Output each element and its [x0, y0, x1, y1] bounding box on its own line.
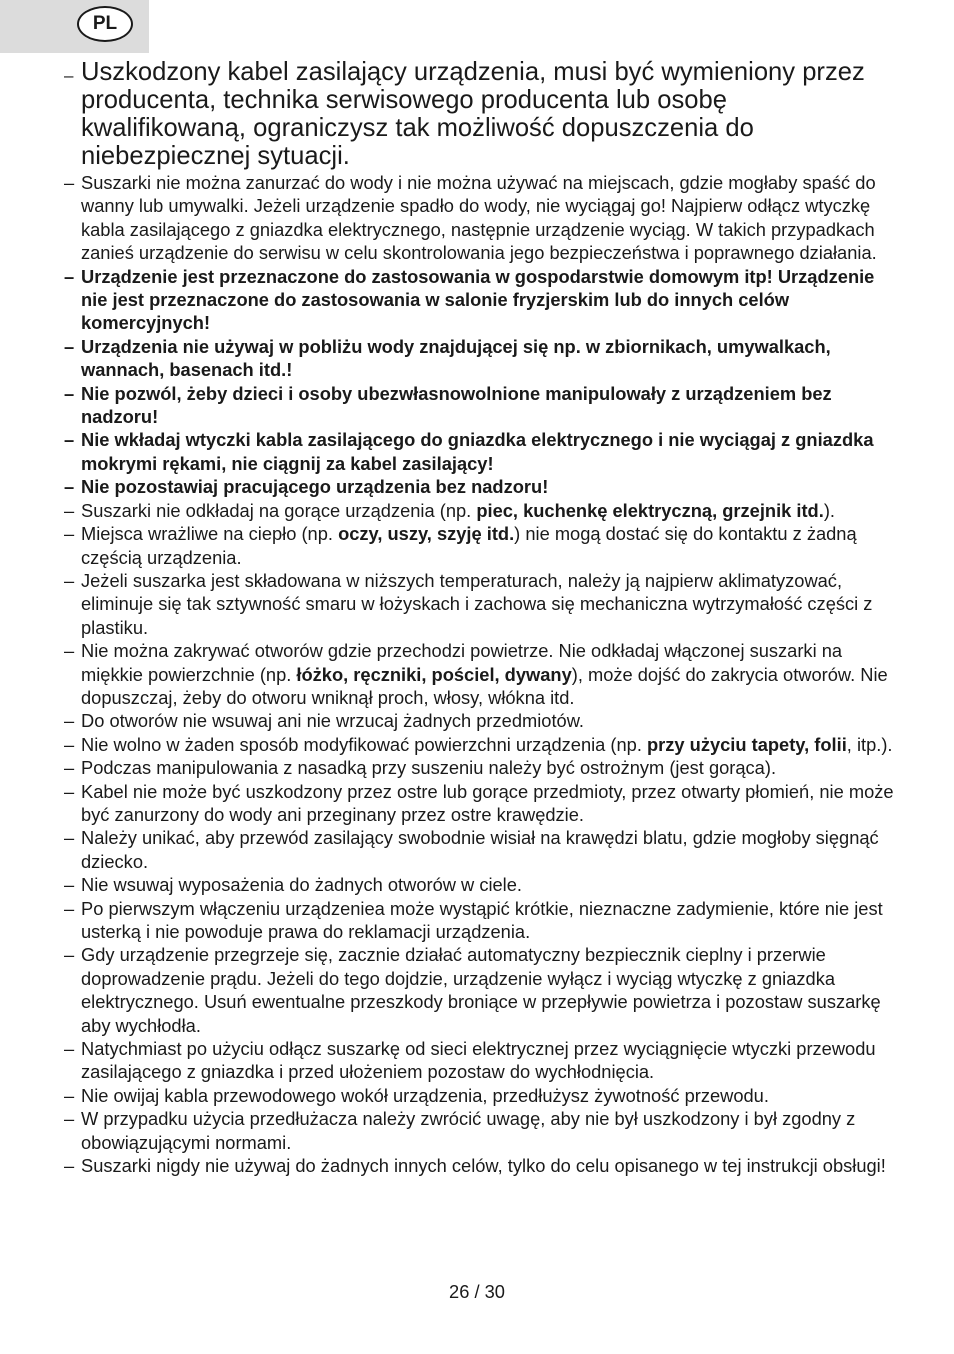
- instruction-item: [64, 1107, 894, 1154]
- instruction-text: [81, 757, 776, 778]
- list-dash: –: [64, 897, 75, 919]
- instruction-text: [81, 1038, 876, 1082]
- instruction-item: [64, 475, 894, 498]
- text-segment: Po pierwszym włączeniu urządzeniea może wystąpić krótkie, nieznaczne zadymienie, które nie jest usterką i nie powoduje prawa do reklamacji urządzenia.: [81, 897, 883, 942]
- instruction-item: [64, 756, 894, 779]
- list-dash: –: [64, 944, 75, 966]
- instruction-item: [64, 1084, 894, 1107]
- instruction-text: [81, 383, 832, 427]
- instruction-item: [64, 639, 894, 709]
- instruction-item: [64, 335, 894, 382]
- instruction-item: [64, 171, 894, 265]
- emphasized-text: przy użyciu tapety, folii: [647, 733, 847, 755]
- language-badge: PL: [77, 6, 133, 42]
- text-segment: Nie wsuwaj wyposażenia do żadnych otworów w ciele.: [81, 874, 522, 896]
- list-dash: –: [64, 1084, 75, 1106]
- list-dash: –: [64, 499, 75, 521]
- text-segment: Nie pozwól, żeby dzieci i osoby ubezwłasnowolnione manipulowały z urządzeniem bez nadzoru!: [81, 382, 832, 428]
- list-dash: –: [64, 476, 75, 498]
- text-segment: Miejsca wrażliwe na ciepło (np.: [81, 523, 339, 545]
- list-dash: –: [64, 1108, 75, 1130]
- list-dash: –: [64, 172, 75, 193]
- list-dash: –: [64, 710, 75, 732]
- instruction-text: [81, 172, 877, 263]
- text-segment: Nie można zakrywać otworów gdzie przechodzi powietrze. Nie odkładaj włączonej suszarki na miękkie powierzchnie (np.: [81, 640, 843, 685]
- text-segment: Urządzenie jest przeznaczone do zastosowania w gospodarstwie domowym itp! Urządzenie nie jest przeznaczone do zastosowania w salonie fryzjerskim lub do innych celów komercyjnych!: [81, 265, 875, 334]
- emphasized-text: łóżko, ręczniki, pościel, dywany: [296, 663, 572, 685]
- instruction-text: [81, 476, 548, 497]
- text-segment: ), może dojść do zakrycia otworów. Nie dopuszczaj, żeby do otworu wniknął proch, włosy, włókna itd.: [81, 663, 888, 708]
- instruction-item: [64, 428, 894, 475]
- text-segment: Nie owijaj kabla przewodowego wokół urządzenia, przedłużysz żywotność przewodu.: [81, 1084, 769, 1106]
- instruction-item: [64, 943, 894, 1037]
- instruction-item: [64, 522, 894, 569]
- instruction-text: [81, 266, 874, 334]
- list-dash: –: [64, 1155, 75, 1177]
- instruction-item: [64, 873, 894, 896]
- list-dash: –: [64, 265, 75, 287]
- text-segment: Nie pozostawiaj pracującego urządzenia bez nadzoru!: [81, 476, 549, 498]
- text-segment: Uszkodzony kabel zasilający urządzenia, musi być wymieniony przez producenta, technika serwisowego producenta lub osobę kwalifikowaną, ograniczysz tak możliwość dopuszczenia do niebezpiecznej sytuacji.: [81, 58, 865, 170]
- instruction-text: [81, 827, 879, 871]
- text-segment: Należy unikać, aby przewód zasilający swobodnie wisiał na krawędzi blatu, gdzie mogłoby sięgnąć dziecko.: [81, 827, 879, 872]
- instruction-item: [64, 709, 894, 732]
- text-segment: ).: [823, 499, 835, 521]
- list-dash: –: [64, 66, 74, 85]
- text-segment: Do otworów nie wsuwaj ani nie wrzucaj żadnych przedmiotów.: [81, 710, 584, 732]
- list-dash: –: [64, 523, 75, 545]
- list-dash: –: [64, 1038, 75, 1060]
- list-dash: –: [64, 335, 75, 357]
- list-dash: –: [64, 569, 75, 591]
- text-segment: , itp.).: [846, 733, 893, 755]
- instruction-item: [64, 499, 894, 522]
- text-segment: Nie wolno w żaden sposób modyfikować powierzchni urządzenia (np.: [81, 733, 647, 755]
- instruction-item: [64, 265, 894, 335]
- text-segment: Kabel nie może być uszkodzony przez ostre lub gorące przedmioty, przez otwarty płomień, nie może być zanurzony do wody ani przeginany przez ostre krawędzie.: [81, 780, 894, 825]
- text-segment: Gdy urządzenie przegrzeje się, zacznie działać automatyczny bezpiecznik cieplny i przerwie doprowadzenie prądu. Jeżeli do tego dojdzie, urządzenie wyłącz i wyciąg wtyczkę z gniazdka elektrycznego. Usuń ewentualne przeszkody broniące w przepływie powietrza i pozostaw suszarkę aby wychłodła.: [81, 944, 881, 1036]
- instruction-text: [81, 898, 883, 942]
- text-segment: Jeżeli suszarka jest składowana w niższych temperaturach, należy ją najpierw aklimatyzować, eliminuje się tak sztywność smaru w łożyskach i zachowa się mechaniczna wytrzymałość części z plastiku.: [81, 569, 873, 638]
- instruction-text: [81, 1108, 855, 1152]
- text-segment: Natychmiast po użyciu odłącz suszarkę od sieci elektrycznej przez wyciągnięcie wtyczki przewodu zasilającego z gniazdka i przed ułożeniem pozostaw do wychłodnięcia.: [81, 1038, 876, 1083]
- instruction-text: [81, 781, 894, 825]
- page-number: 26 / 30: [449, 1281, 505, 1302]
- instruction-text: [81, 523, 857, 567]
- list-dash: –: [64, 640, 75, 662]
- instruction-text: [81, 1085, 769, 1106]
- instruction-text: [81, 429, 874, 473]
- instruction-item: [64, 382, 894, 429]
- emphasized-text: piec, kuchenkę elektryczną, grzejnik itd.: [476, 499, 824, 521]
- list-dash: –: [64, 382, 75, 404]
- instruction-text: [81, 944, 881, 1035]
- instruction-text: [81, 874, 522, 895]
- instruction-text: [81, 500, 835, 521]
- text-segment: Suszarki nie odkładaj na gorące urządzenia (np.: [81, 499, 477, 521]
- text-segment: Urządzenia nie używaj w pobliżu wody znajdującej się np. w zbiornikach, umywalkach, wannach, basenach itd.!: [81, 335, 831, 381]
- text-segment: Podczas manipulowania z nasadką przy suszeniu należy być ostrożnym (jest gorąca).: [81, 757, 777, 779]
- instruction-item: [64, 897, 894, 944]
- instruction-text: [81, 734, 893, 755]
- text-segment: Suszarki nie można zanurzać do wody i nie można używać na miejscach, gdzie mogłaby spaść do wanny lub umywalki. Jeżeli urządzenie spadło do wody, nie wyciągaj go! Najpierw odłącz wtyczkę kabla zasilającego z gniazdka elektrycznego, następnie urządzenie wyciąg. W takich przypadkach zanieś urządzenie do serwisu w celu skontrolowania jego bezpieczeństwa i poprawnego działania.: [81, 172, 877, 264]
- instruction-text: [81, 336, 831, 380]
- instruction-item: [64, 733, 894, 756]
- text-segment: Nie wkładaj wtyczki kabla zasilającego do gniazdka elektrycznego i nie wyciągaj z gniazdka mokrymi rękami, nie ciągnij za kabel zasilający!: [81, 429, 874, 474]
- list-dash: –: [64, 757, 75, 779]
- language-tab: [0, 0, 149, 53]
- instruction-text: [81, 640, 888, 708]
- instruction-text: [81, 1155, 886, 1176]
- list-dash: –: [64, 874, 75, 896]
- instruction-item: [64, 569, 894, 639]
- safety-instructions-list: [64, 58, 894, 1177]
- text-segment: W przypadku użycia przedłużacza należy zwrócić uwagę, aby nie był uszkodzony i był zgodny z obowiązującymi normami.: [81, 1108, 856, 1153]
- list-dash: –: [64, 429, 75, 451]
- list-dash: –: [64, 827, 75, 849]
- list-dash: –: [64, 733, 75, 755]
- text-segment: ) nie mogą dostać się do kontaktu z żadną częścią urządzenia.: [81, 523, 857, 568]
- text-segment: Suszarki nigdy nie używaj do żadnych innych celów, tylko do celu opisanego w tej instrukcji obsługi!: [81, 1155, 886, 1177]
- instruction-item: [64, 1154, 894, 1177]
- instruction-text: [81, 710, 584, 731]
- instruction-item: [64, 1037, 894, 1084]
- instruction-text: [81, 570, 872, 638]
- instruction-item: [64, 780, 894, 827]
- instruction-text: [81, 58, 865, 170]
- list-dash: –: [64, 780, 75, 802]
- instruction-item: [64, 58, 894, 170]
- instruction-item: [64, 826, 894, 873]
- emphasized-text: oczy, uszy, szyję itd.: [338, 523, 515, 545]
